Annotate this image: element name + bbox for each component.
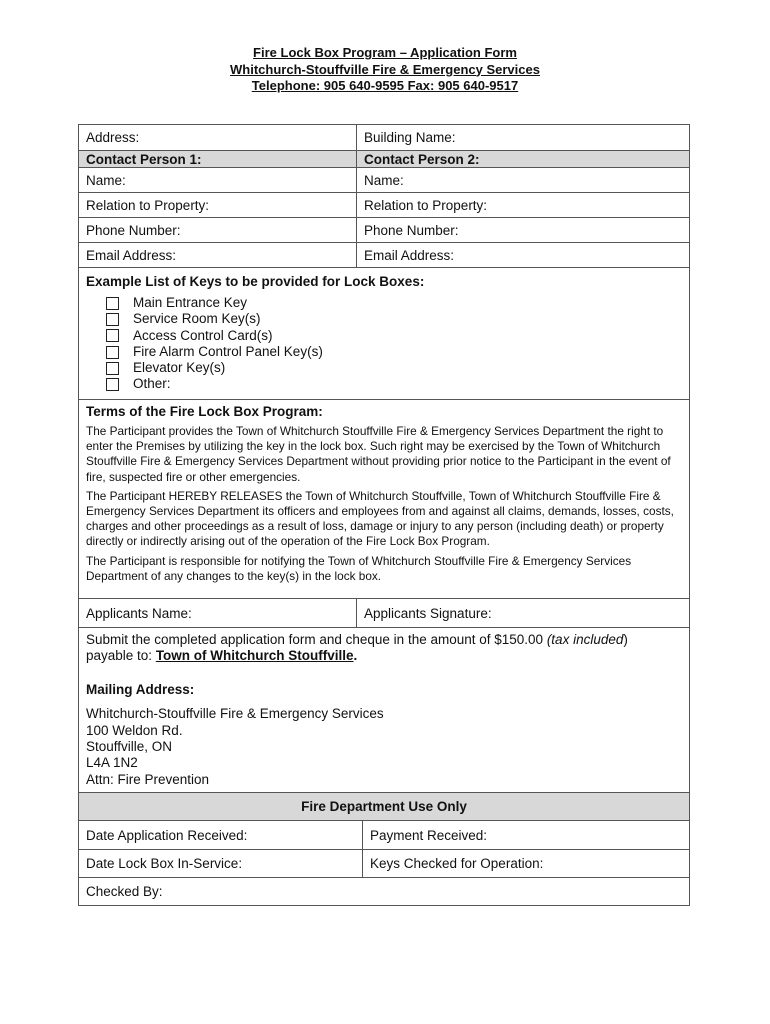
payment-received-field[interactable]: Payment Received: — [362, 821, 645, 849]
submit-instructions — [86, 632, 682, 665]
other-checkbox[interactable] — [106, 378, 119, 391]
office-row-2 — [79, 849, 689, 877]
key-label: Fire Alarm Control Panel Key(s) — [133, 343, 323, 359]
contact-person-2-label: Contact Person 2: — [356, 151, 689, 167]
department-name: Whitchurch-Stouffville Fire & Emergency Services — [230, 61, 540, 77]
address-row — [79, 125, 689, 150]
key-item — [106, 311, 682, 327]
payable-label: payable to: — [86, 648, 156, 664]
keys-heading: Example List of Keys to be provided for Lock Boxes: — [86, 274, 425, 289]
key-item — [106, 344, 682, 360]
date-received-field[interactable]: Date Application Received: — [86, 827, 248, 843]
key-item — [106, 360, 682, 376]
office-row-1 — [79, 820, 689, 849]
payee-name: Town of Whitchurch Stouffville — [155, 648, 354, 664]
contact-2-name-field[interactable]: Name: — [356, 168, 689, 192]
mailing-address — [86, 706, 682, 788]
application-form — [78, 124, 690, 906]
fire-alarm-panel-checkbox[interactable] — [106, 346, 119, 359]
contact-person-1-label: Contact Person 1: — [86, 151, 202, 167]
key-item — [106, 328, 682, 344]
building-name-field[interactable]: Building Name: — [356, 125, 689, 150]
mailing-line: L4A 1N2 — [86, 755, 138, 771]
tax-note: (tax included — [546, 632, 624, 647]
terms-section — [79, 399, 689, 598]
contact-header-row — [79, 150, 689, 167]
keys-checked-field[interactable]: Keys Checked for Operation: — [362, 850, 645, 877]
applicant-name-field[interactable]: Applicants Name: — [86, 605, 192, 621]
terms-paragraph-2: The Participant HEREBY RELEASES the Town of Whitchurch Stouffville, Town of Whitchurch Stouffville Fire & Emergency Services Department its officers and employees from and against all claims, demands, losses, costs, charges and other proceedings as a result of loss, damage or injury to any person (including death) or property directly or indirectly arising out of the operation of the Fire Lock Box Program. — [86, 488, 674, 549]
contact-numbers: Telephone: 905 640-9595 Fax: 905 640-9517 — [251, 78, 519, 93]
submission-section — [79, 627, 689, 792]
contact-1-email-field[interactable]: Email Address: — [86, 247, 177, 263]
contact-1-name-field[interactable]: Name: — [86, 172, 126, 188]
in-service-date-field[interactable]: Date Lock Box In-Service: — [86, 856, 243, 871]
mailing-line: Attn: Fire Prevention — [86, 771, 210, 787]
applicant-row — [79, 598, 689, 627]
form-title: Fire Lock Box Program – Application Form — [253, 45, 517, 60]
mailing-line: Stouffville, ON — [86, 739, 173, 755]
keys-checklist — [106, 295, 682, 393]
tax-note-close: ) — [623, 632, 628, 647]
keys-section — [79, 267, 689, 399]
elevator-checkbox[interactable] — [106, 362, 119, 375]
mailing-line: 100 Weldon Rd. — [86, 722, 183, 738]
office-row-3 — [79, 877, 689, 905]
office-use-header — [79, 792, 689, 820]
relation-row — [79, 192, 689, 217]
contact-1-phone-field[interactable]: Phone Number: — [86, 222, 181, 238]
key-label: Access Control Card(s) — [133, 327, 273, 343]
address-field[interactable]: Address: — [86, 130, 140, 145]
phone-row — [79, 217, 689, 242]
form-header — [0, 45, 770, 95]
mailing-line: Whitchurch-Stouffville Fire & Emergency Services — [86, 706, 384, 722]
mailing-heading: Mailing Address: — [86, 681, 195, 697]
email-row — [79, 242, 689, 267]
service-room-checkbox[interactable] — [106, 313, 119, 326]
checked-by-field[interactable]: Checked By: — [86, 884, 163, 899]
payee-period: . — [353, 648, 358, 664]
terms-heading: Terms of the Fire Lock Box Program: — [86, 404, 323, 419]
office-use-heading: Fire Department Use Only — [301, 799, 467, 814]
terms-paragraph-3: The Participant is responsible for notifying the Town of Whitchurch Stouffville Fire & Emergency Services Department of any changes to the key(s) in the lock box. — [86, 553, 632, 583]
key-label: Main Entrance Key — [133, 295, 248, 310]
main-entrance-checkbox[interactable] — [106, 297, 119, 310]
key-label: Other: — [133, 376, 171, 392]
contact-2-phone-field[interactable]: Phone Number: — [356, 218, 689, 242]
contact-2-email-field[interactable]: Email Address: — [356, 243, 689, 267]
terms-paragraph-1: The Participant provides the Town of Whitchurch Stouffville Fire & Emergency Services Department the right to enter the Premises by utilizing the key in the lock box. Such right may be exercised by the Town of Whitchurch Stouffville Fire & Emergency Services Department without providing prior notice to the Participant in the event of fire, suspected fire or other emergencies. — [86, 424, 671, 484]
access-control-checkbox[interactable] — [106, 329, 119, 342]
applicant-signature-field[interactable]: Applicants Signature: — [356, 599, 689, 627]
contact-1-relation-field[interactable]: Relation to Property: — [86, 197, 210, 213]
contact-2-relation-field[interactable]: Relation to Property: — [356, 193, 689, 217]
key-item — [106, 295, 682, 311]
submit-text: Submit the completed application form and cheque in the amount of $150.00 — [86, 632, 547, 647]
name-row — [79, 167, 689, 192]
key-item — [106, 376, 682, 392]
key-label: Service Room Key(s) — [133, 311, 261, 327]
key-label: Elevator Key(s) — [133, 360, 226, 376]
